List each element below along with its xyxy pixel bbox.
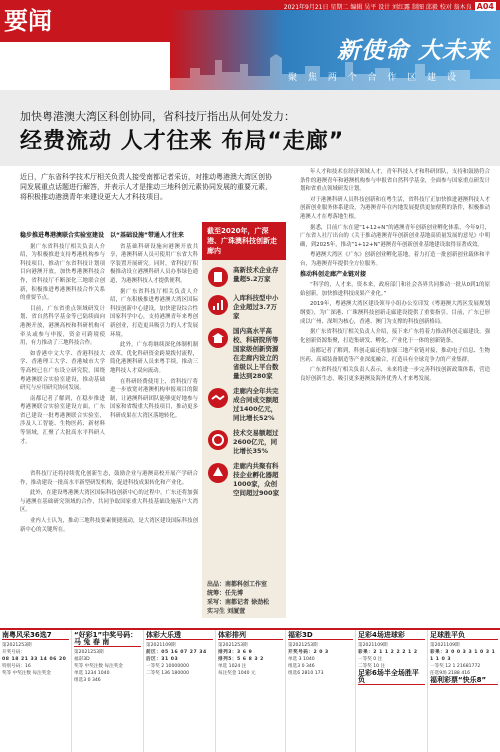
sidebar-item	[202, 381, 286, 423]
paragraph: 此外，在建设粤港澳大湾区国际科技创新中心的过程中，广东还将加强与港澳在基础研究领域的合作，共同争取国家重大科技基础设施落户大湾区。	[20, 490, 198, 514]
lottery-line: 二等奖 136 180000	[146, 671, 190, 676]
paragraph: 据广东省科技厅相关负责人介绍，为积极推进支持粤港机构参与科技项目，推动广东省科技计划项目向港澳开放，加快粤港澳科技合作，省科技厅不断深化三地联合创新，积极推进粤港澳科技合作关系的重要节点。	[20, 243, 105, 302]
sidebar-title: 截至2020年，广深港、广珠澳科技创新走廊内	[202, 222, 286, 260]
credits-box	[202, 578, 286, 618]
sidebar-item-text: 入库科技型中小企业超过3.7万家	[233, 294, 279, 320]
lottery-box	[0, 630, 72, 752]
credit-line: 出品：南都科创工作室	[207, 581, 268, 588]
lottery-line: 第2021253期	[2, 643, 32, 648]
column-1b	[110, 232, 198, 422]
sidebar-item	[202, 456, 286, 498]
credit-line: 采写：南都记者 徐劲松	[207, 599, 270, 606]
paragraph: 据广东省科技厅相关负责人介绍，广东积极推进粤港澳大湾区国际科技创新中心建设，加快建设综合性国家科学中心，支持港澳青年来粤创新创业，打造更具吸引力的人才发展环境。	[110, 288, 198, 338]
subhead-right: 推动科创走廊产业链对接	[300, 270, 367, 278]
lottery-line: 奖等 中奖注数 每注奖金	[74, 664, 123, 669]
lottery-numbers: 排列3：3 6 9	[218, 650, 253, 655]
lottery-box	[428, 630, 500, 752]
lottery-line: 第2021253期	[74, 650, 104, 655]
lottery-line: 二等奖 10 注	[358, 664, 386, 669]
lottery-title: 足彩6场半全场胜平负	[358, 670, 425, 685]
lead-paragraph: 近日，广东省科学技术厅相关负责人接受南都记者采访，对推动粤港澳大湾区创协同发展重点话题进行解答，并表示人才是推动三地科创元素协同发展的重要元素，将积极推动港澳青年来建设更大人才科技项目。	[20, 173, 272, 201]
lottery-line: 组选3 0 346	[74, 678, 101, 683]
lottery-title: 南粤风采36选7	[2, 632, 69, 640]
lottery-box	[144, 630, 216, 752]
lottery-line: 第2021109期	[146, 643, 176, 648]
paragraph: 在科研经费使用上，省科技厅将进一步放宽对港澳机构申报项目的限制，让港澳科研团队能够更好地参与国家和省级重大科技项目，推动更多科研成果在大湾区落地转化。	[110, 378, 198, 419]
lottery-title: 福利彩票“快乐8”	[430, 677, 498, 685]
sidebar-item-text: 高新技术企业存量超5.2万家	[233, 266, 279, 283]
stats-sidebar	[202, 222, 286, 580]
lottery-numbers: 彩果：3 0 0 3 3 1 0 3 1 1 1 0 3	[430, 650, 496, 662]
lottery-box	[286, 630, 356, 752]
lottery-title: 体彩大乐透	[146, 632, 213, 640]
lottery-line: 一等奖 0 注	[358, 657, 383, 662]
lottery-line: 第2021109期	[358, 643, 388, 648]
lottery-box	[356, 630, 428, 752]
sidebar-item	[202, 288, 286, 321]
lottery-line: 第2021109期	[430, 643, 460, 648]
paragraph: 据悉，目前广东在建“1+12+N”的港澳青年创新创业孵化体系，今年9月，广东省人社厅出台的《关于推动港澳青年创新创业基地高质量发展的意见》中明确，到2025年，推动“1+12+N”港澳青年创新创业基地建设取得显著成效。	[300, 224, 490, 248]
sidebar-item-text: 技术交易额超过2600亿元，同比增长35%	[233, 429, 279, 455]
lottery-line: 开奖号码：	[2, 650, 25, 655]
column-2	[20, 470, 198, 536]
lottery-line: 组选6 2810 173	[288, 671, 324, 676]
paragraph: 省科技厅还将持续优化创新生态，鼓励企业与港澳高校开展产学研合作，推动建设一批高水平新型研发机构，促进科技成果转化和产业化。	[20, 471, 198, 486]
paragraph: 此外，广东将继续深化体制机制改革，优化科研资金跨境拨付流程，简化港澳科研人员来粤手续，推动三地科技人才双向流动。	[110, 342, 198, 374]
page-number: A04	[476, 2, 494, 11]
lottery-line: 一等奖 2 10000000	[146, 664, 190, 669]
sidebar-item	[202, 321, 286, 381]
banner	[0, 10, 500, 90]
paragraph: 2019年，粤港澳大湾区建设领导小组办公室印发《粤港澳大湾区发展规划纲要》，为广深港、广珠澳科技创新走廊建设提供了重要指引。目前，广东已形成以广州、深圳为核心，香港、澳门为支撑的科技创新格局。	[300, 301, 490, 325]
paragraph: 目前，广东省重点领域研发计划、省自然科学基金等已陆续面向港澳开放，港澳高校和科研机构可牵头或参与申报，资金可跨境使用，有力推动了三地科技合作。	[20, 305, 105, 347]
right-column	[300, 168, 490, 386]
credit-line: 统筹：任先博	[207, 590, 244, 597]
lottery-title: 体彩排列	[218, 632, 283, 640]
chart-icon	[207, 294, 229, 316]
lottery-title: 足彩4场进球彩	[358, 632, 425, 640]
paragraph: 广东省科技厅相关负责人表示，未来将进一步完善科技创新政策体系，营造良好创新生态，吸引更多港澳及海外优秀人才来粤发展。	[300, 367, 490, 383]
lottery-box	[216, 630, 286, 752]
lottery-line: 每注奖金 1040 元	[218, 671, 256, 676]
sidebar-item-text: 走廊内共聚有科技企业孵化器超1000家，众创空间超过900家	[233, 462, 280, 497]
lottery-line: 福彩3D	[74, 657, 90, 662]
lottery-line: 组选3 0 346	[288, 664, 315, 669]
paragraph: 如香港中文大学、香港科技大学、香港理工大学、香港城市大学等高校已在广东设立研究院，围绕粤港澳联合实验室建设，推动基础研究与应用研究协同发展。	[20, 350, 105, 392]
sidebar-item	[202, 423, 286, 456]
sidebar-item	[202, 260, 286, 288]
lottery-line: 单选 1234 1040	[74, 671, 110, 676]
lottery-box	[72, 630, 144, 752]
banner-subtitle: 聚 焦 两 个 合 作 区 建 设	[288, 73, 460, 83]
lottery-line: 第2021253期	[218, 643, 248, 648]
paragraph: 省基础科研设施向港澳开放共享，港澳科研人员可使用广东省大科学装置开展研究。同时，省科技厅积极推动设立港澳科研人员办事绿色通道，为港澳科技人才提供便利。	[110, 243, 198, 284]
lottery-strip	[0, 628, 500, 752]
school-icon	[207, 327, 229, 349]
paragraph: “科学的，人才来，资本来，政府部门和社会各界共同推动一批从0到1的原始创新，加快推进科技成果产业化。”	[300, 282, 490, 297]
lottery-line: 特别号码：16	[2, 664, 31, 669]
lottery-numbers: 彩果：2 1 1 2 2 2 1 2	[358, 650, 418, 655]
paragraph: 南都记者了解到，科创走廊还将加强三地产业链对接，推动电子信息、生物医药、高端装备制造等产业深度融合，打造具有全球竞争力的产业集群。	[300, 348, 490, 363]
paragraph: 对于港澳科研人员科技创新和在粤生活，省科技厅正加快推进港澳科技人才创新创业服务体系建设，为港澳青年在内地发展提供更加便利的条件，积极推动港澳人才在粤落地生根。	[300, 196, 490, 220]
paragraph: 年人才和技术在经济领域人才，青年科技人才和科研团队，支持和鼓励符合条件的港澳青年和港澳机构参与申报省自然科学基金，全面参与国家重点研发计划和省重点领域研发计划。	[300, 169, 490, 193]
building-icon	[207, 266, 229, 288]
lottery-line: 奖等 中奖注数 每注奖金	[2, 671, 51, 676]
sidebar-item-text: 国内高水平高校、科研院所等国家级创新资源在走廊内设立的省级以上平台数量达到280家	[233, 327, 279, 380]
paragraph: 业内人士认为，推动三地科技要素便捷流动，是大湾区建设国际科技创新中心的关键所在。	[20, 517, 198, 533]
lottery-numbers: 后区：31 03	[146, 657, 179, 662]
paragraph: 据广东省科技厅相关负责人介绍，接下来广东将着力推动科创走廊建设，强化创新资源集聚，打造集研发、孵化、产业化于一体的创新链条。	[300, 329, 490, 344]
subhead-1: 稳步推进粤港澳联合实验室建设	[20, 232, 105, 239]
headline: 经费流动 人才往来 布局“走廊”	[20, 129, 345, 154]
lottery-line: 一等奖 12 1 21681772	[430, 664, 481, 669]
lottery-line: 单选 3 1040	[288, 657, 315, 662]
credit-line: 实习生 刘厦萱	[207, 608, 246, 615]
subhead-2: 以“基础设施”带通人才往来	[110, 232, 184, 239]
column-1	[20, 232, 105, 448]
sidebar-item-text: 走廊内全年共完成合同成交额超过1400亿元，同比增长52%	[233, 387, 279, 422]
paragraph: 南都记者了解到，在稳步推进粤港澳联合实验室建设方面，广东省已建设一批粤港澳联合实验室，涉及人工智能、生物医药、新材料等领域，汇聚了大批高水平科研人才。	[20, 395, 105, 445]
lottery-title: 足球胜平负	[430, 632, 498, 640]
lottery-numbers: 08 18 21 33 14 06 20	[2, 657, 67, 662]
lottery-line: 单选 1024 注	[218, 664, 247, 669]
dateline-text: 2021年9月21日 星期二 编辑 吴平 设计 刘红露 制图 邱毅 校对 翁木良	[283, 4, 472, 11]
incubator-icon	[207, 462, 229, 484]
handshake-icon	[207, 387, 229, 409]
section-label: 要闻	[4, 7, 52, 35]
lottery-title: “好彩1”中奖号码：马 兔 春 南	[74, 632, 141, 647]
lottery-numbers: 开奖号码：2 0 3	[288, 650, 329, 655]
lottery-numbers: 排列5：5 6 8 3 2	[218, 657, 264, 662]
lottery-line: 任选9场 2188 416	[430, 671, 471, 676]
dateline	[284, 2, 496, 11]
coin-icon	[207, 429, 229, 451]
banner-title: 新使命 大未来	[336, 37, 490, 64]
lottery-title: 福彩3D	[288, 632, 353, 640]
kicker: 加快粤港澳大湾区科创协同，省科技厅指出从何处发力：	[20, 110, 295, 123]
paragraph: 粤港澳大湾区《广东》创新创业孵化基地，着力打造一批创新创业载体和平台，为港澳青年提供全方位服务。	[300, 252, 490, 267]
lottery-line: 第2021253期	[288, 643, 318, 648]
lottery-numbers: 前区：05 16 07 27 34	[146, 650, 207, 655]
